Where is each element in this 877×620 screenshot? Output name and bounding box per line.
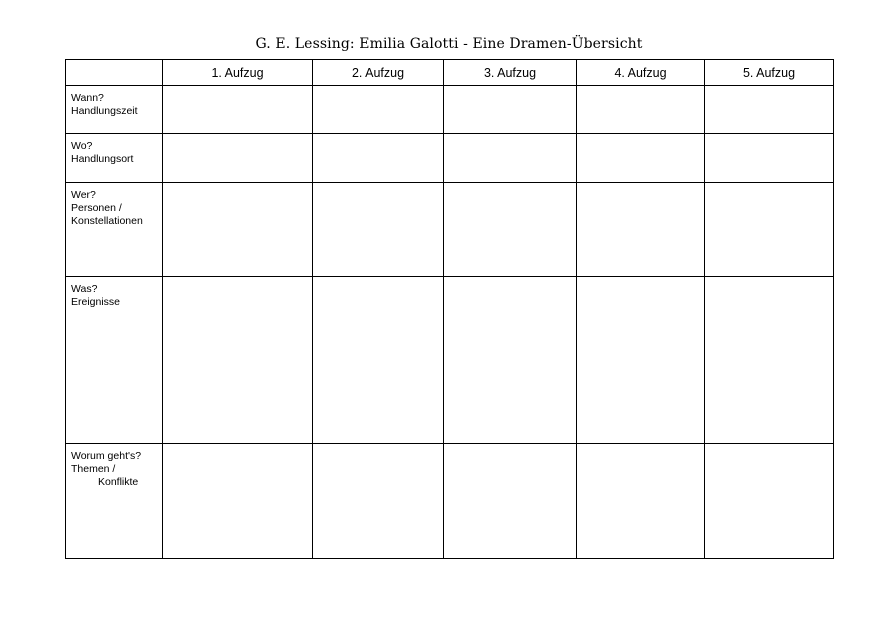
column-header-aufzug-2: 2. Aufzug bbox=[313, 60, 444, 86]
table-cell bbox=[577, 134, 705, 183]
table-cell bbox=[313, 444, 444, 559]
column-header-aufzug-4: 4. Aufzug bbox=[577, 60, 705, 86]
table-cell bbox=[163, 183, 313, 277]
table-cell bbox=[313, 134, 444, 183]
table-cell bbox=[577, 277, 705, 444]
row-label-category: Personen / bbox=[71, 202, 122, 214]
row-label-question: Wer? bbox=[71, 189, 96, 201]
row-label-question: Wann? bbox=[71, 92, 104, 104]
table-row-wo bbox=[66, 134, 834, 183]
table-cell bbox=[444, 277, 577, 444]
row-label-category: Handlungszeit bbox=[71, 105, 138, 117]
row-label-question: Was? bbox=[71, 283, 98, 295]
table-cell bbox=[705, 444, 834, 559]
table-cell bbox=[705, 86, 834, 134]
table-row-was bbox=[66, 277, 834, 444]
table-cell bbox=[705, 277, 834, 444]
table-cell bbox=[577, 444, 705, 559]
drama-overview-table bbox=[65, 59, 834, 559]
row-label-category-continued: Konflikte bbox=[98, 476, 139, 488]
row-label-category: Ereignisse bbox=[71, 296, 121, 308]
table-row-wann bbox=[66, 86, 834, 134]
row-label-category: Handlungsort bbox=[71, 153, 134, 165]
table-header-row bbox=[66, 60, 834, 86]
column-header-aufzug-3: 3. Aufzug bbox=[444, 60, 577, 86]
row-label-question: Worum geht's? bbox=[71, 450, 142, 462]
table-row-wer bbox=[66, 183, 834, 277]
row-label-wer bbox=[66, 183, 163, 277]
table-cell bbox=[444, 183, 577, 277]
document-title: G. E. Lessing: Emilia Galotti - Eine Dramen-Übersicht bbox=[255, 36, 643, 52]
column-header-aufzug-5: 5. Aufzug bbox=[705, 60, 834, 86]
table-row-worum bbox=[66, 444, 834, 559]
row-label-wo bbox=[66, 134, 163, 183]
table-cell bbox=[163, 86, 313, 134]
table-cell bbox=[163, 134, 313, 183]
row-label-question: Wo? bbox=[71, 140, 93, 152]
row-label-wann bbox=[66, 86, 163, 134]
table-cell bbox=[705, 183, 834, 277]
row-label-category: Themen / bbox=[71, 463, 116, 475]
table-cell bbox=[444, 134, 577, 183]
table-cell bbox=[444, 444, 577, 559]
table-cell bbox=[313, 277, 444, 444]
table-cell bbox=[163, 277, 313, 444]
table-cell bbox=[577, 183, 705, 277]
table-cell bbox=[577, 86, 705, 134]
row-label-was bbox=[66, 277, 163, 444]
corner-cell bbox=[66, 60, 163, 86]
row-label-category-continued: Konstellationen bbox=[71, 215, 143, 227]
column-header-aufzug-1: 1. Aufzug bbox=[163, 60, 313, 86]
table-cell bbox=[444, 86, 577, 134]
table-cell bbox=[163, 444, 313, 559]
table-cell bbox=[313, 183, 444, 277]
row-label-worum bbox=[66, 444, 163, 559]
table-cell bbox=[705, 134, 834, 183]
table-cell bbox=[313, 86, 444, 134]
